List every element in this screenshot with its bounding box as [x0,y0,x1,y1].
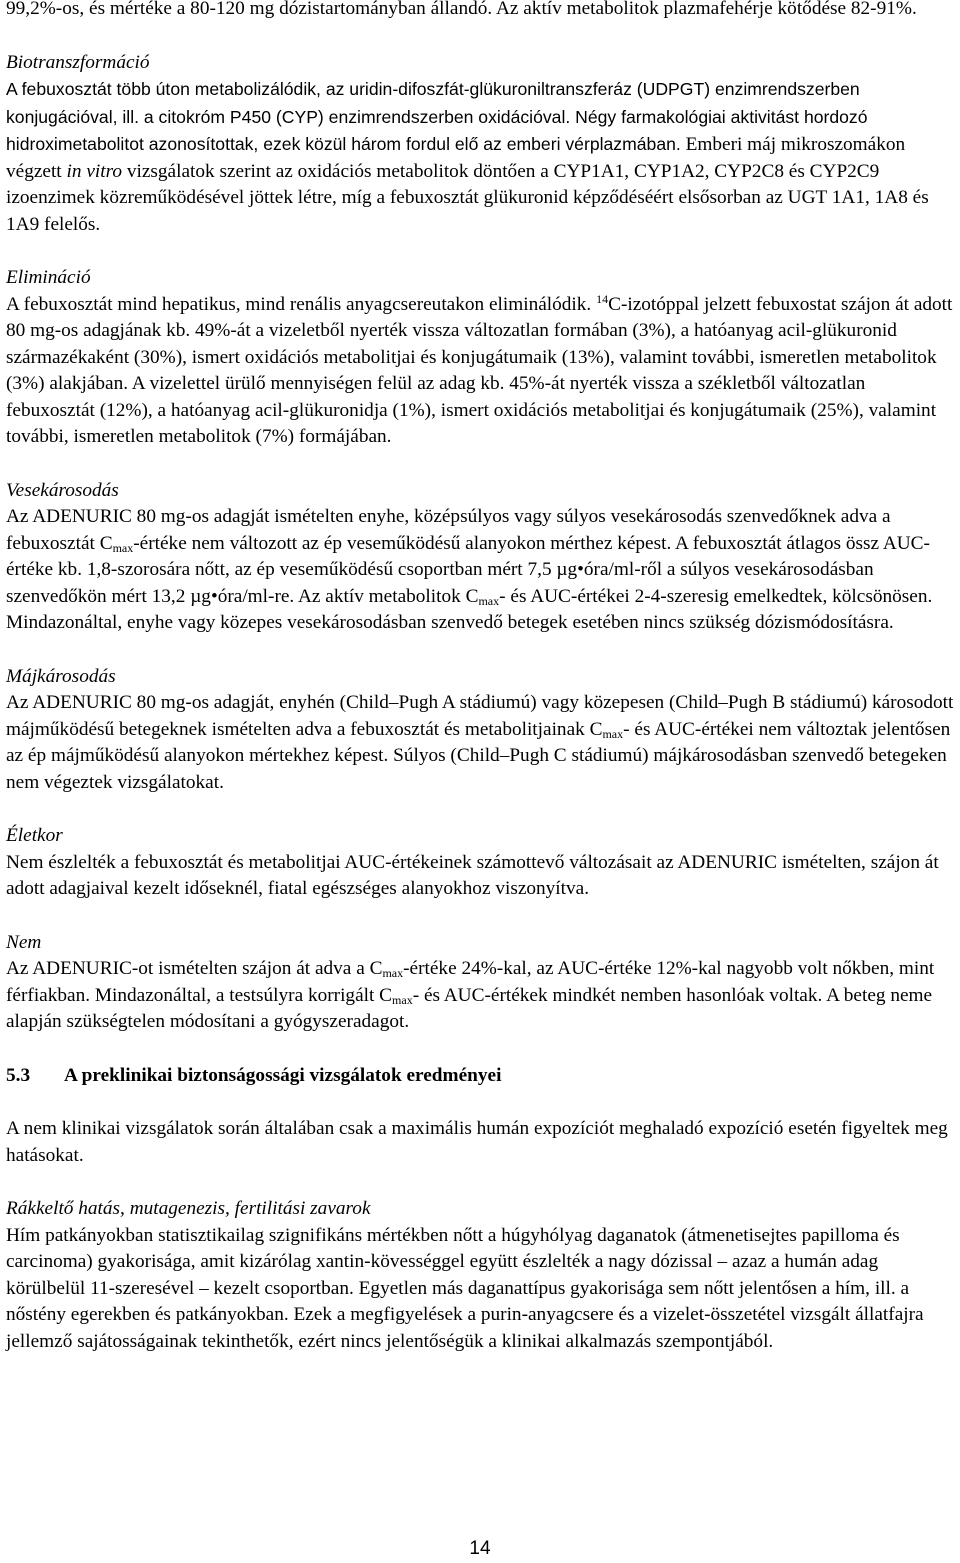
in-vitro-term: in vitro [66,160,123,182]
renal-text-1: Az ADENURIC 80 mg-os adagját ismételten enyhe, középsúlyos vagy súlyos vesekárosodás szenvedőknek adva a febuxosztát C [6,506,891,554]
gender-text-3: - és AUC-értékek mindkét nemben hasonlóak voltak. A beteg neme alapján szükségtelen módosítani a gyógyszeradagot. [6,984,933,1032]
biotransformation-text-3: vizsgálatok szerint az oxidációs metabolitok döntően a CYP1A1, CYP1A2, CYP2C8 és CYP2C9 izoenzimek közreműködésével jöttek létre, míg a febuxosztát glükuronid képződéséért elsősorban az UGT 1A1, 1A8 és 1A9 felelős. [6,160,929,235]
cmax-subscript: max [392,992,413,1007]
document-page [6,0,954,1355]
hepatic-text-1: Az ADENURIC 80 mg-os adagját, enyhén (Child–Pugh A stádiumú) vagy közepesen (Child–Pugh B stádiumú) károsodott májműködésű betegeknek ismételten adva a febuxosztát és metabolitjainak C [6,692,954,740]
gender-text-1: Az ADENURIC-ot ismételten szájon át adva a C [6,958,383,979]
section-title-5-3 [6,1063,954,1090]
section-title-text: A preklinikai biztonságossági vizsgálatok eredményei [64,1064,502,1086]
distribution-text: 99,2%-os, és mértéke a 80-120 mg dózistartományban állandó. Az aktív metabolitok plazmafehérje kötődése 82-91%. [6,0,917,19]
cmax-subscript: max [112,540,134,555]
paragraph-elimination [6,292,954,451]
biotransformation-text-2: Emberi máj mikroszomákon végzett [6,134,906,182]
paragraph-age: Nem észlelték a febuxosztát és metabolitjai AUC-értékeinek számottevő változásait az ADENURIC ismételten, szájon át adott adagjaival kezelt időseknél, fiatal egészséges alanyokhoz viszonyítva. [6,851,939,899]
heading-carcinogenicity: Rákkeltő hatás, mutagenezis, fertilitási zavarok [6,1198,371,1219]
paragraph-preclinical-intro: A nem klinikai vizsgálatok során általában csak a maximális humán expozíciót meghaladó expozíció esetén figyeltek meg hatásokat. [6,1118,948,1166]
heading-age: Életkor [6,825,63,846]
renal-text-3: - és AUC-értékei 2-4-szeresig emelkedtek, kölcsönösen. Mindazonáltal, enyhe vagy közepes vesekárosodásban szenvedő betegek esetében nincs szükség dózismódosításra. [6,585,933,633]
hepatic-text-2: - és AUC-értékei nem változtak jelentősen az ép májműködésű alanyokon mértekhez képest. Súlyos (Child–Pugh C stádiumú) májkárosodásban szenvedő betegeken nem végeztek vizsgálatokat. [6,718,951,793]
paragraph-gender [6,956,954,1036]
cmax-subscript: max [382,966,404,980]
paragraph-renal-impairment [6,504,954,637]
paragraph-hepatic-impairment [6,690,954,796]
cmax-subscript: max [478,593,500,608]
heading-renal-impairment: Vesekárosodás [6,479,119,501]
heading-biotransformation: Biotranszformáció [6,51,150,73]
paragraph-biotransformation [6,76,954,238]
cmax-subscript: max [602,726,624,741]
gender-text-2: -értéke 24%-kal, az AUC-értéke 12%-kal nagyobb volt nőkben, mint férfiakban. Mindazonáltal, a testsúlyra korrigált C [6,958,935,1006]
heading-hepatic-impairment: Májkárosodás [6,665,116,687]
elimination-text-2: C-izotóppal jelzett febuxostat szájon át adott 80 mg-os adagjának kb. 49%-át a vizeletből nyerték vissza változatlan formában (3%), a hatóanyag acil-glükuronid származékaként (30%), ismert oxidációs metabolitjai és konjugátumaik (13%), valamint további, ismeretlen metabolitok (3%) alakjában. A vizelettel ürülő mennyiségen felül az adag kb. 45%-át nyerték vissza a székletből változatlan febuxosztát (12%), a hatóanyag acil-glükuronidja (1%), ismert oxidációs metabolitjai és konjugátumaik (25%), valamint további, ismeretlen metabolitok (7%) formájában. [6,293,953,447]
biotransformation-text-1: A febuxosztát több úton metabolizálódik, az uridin-difoszfát-glükuroniltranszferáz (UDPGT) enzimrendszerben konjugációval, ill. a citokróm P450 (CYP) enzimrendszerben oxidációval. Négy farmakológiai aktivitást hordozó hidroximetabolitot azonosítottak, ezek közül három fordul elő az emberi vérplazmában. [6,79,868,154]
renal-text-2: -értéke nem változott az ép veseműködésű alanyokon mérthez képest. A febuxosztát átlagos össz AUC-értéke kb. 1,8-szorosára nőtt, az ép veseműködésű csoportban mért 7,5 µg•óra/ml-ről a súlyos vesekárosodásban szenvedőkön mért 13,2 µg•óra/ml-re. Az aktív metabolitok C [6,532,930,607]
paragraph-distribution [6,0,954,23]
heading-gender: Nem [6,931,42,953]
heading-elimination: Elimináció [6,267,91,288]
isotope-superscript: 14 [596,291,609,306]
page-number: 14 [469,1538,491,1559]
paragraph-carcinogenicity: Hím patkányokban statisztikailag szignifikáns mértékben nőtt a húgyhólyag daganatok (átmenetisejtes papilloma és carcinoma) gyakorisága, amit kizárólag xantin-kövességgel együtt észlelték a nagy dózissal – azaz a humán adag körülbelül 11-szeresével – kezelt csoportban. Egyetlen más daganattípus gyakorisága sem nőtt jelentősen a hím, ill. a nőstény egerekben és patkányokban. Ezek a megfigyelések a purin-anyagcsere és a vizelet-összetétel vizsgált állatfajra jellemző sajátosságainak tekinthetők, ezért nincs jelentőségük a klinikai alkalmazás szempontjából. [6,1224,924,1352]
elimination-text-1: A febuxosztát mind hepatikus, mind renális anyagcsereutakon eliminálódik. [6,293,592,315]
section-number: 5.3 [6,1064,31,1086]
